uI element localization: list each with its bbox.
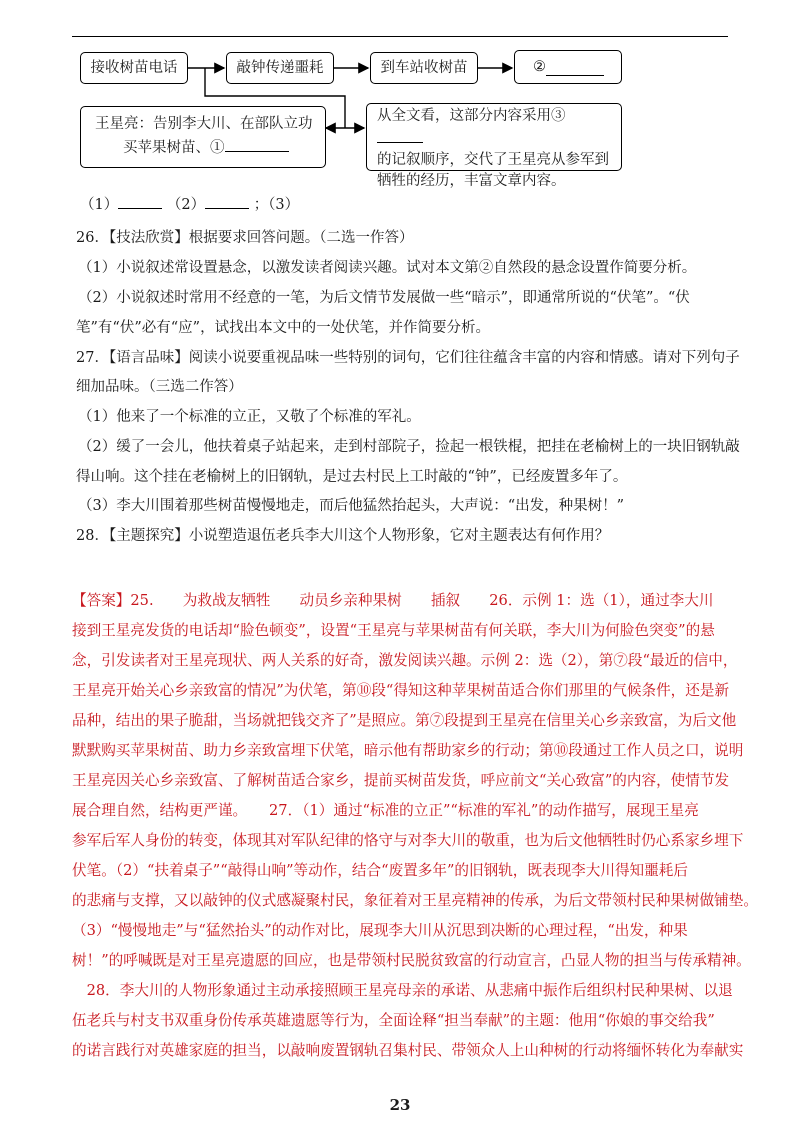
question-27-item-1: （1）他来了一个标准的立正，又敬了个标准的军礼。 bbox=[78, 409, 421, 425]
answer-line: 伏笔。（2）“扶着桌子”“敲得山响”等动作，结合“废置多年”的旧钢轨，既表现李大川得知噩耗后 bbox=[72, 862, 688, 879]
answer-line: 28．李大川的人物形象通过主动承接照顾王星亮母亲的承诺、从悲痛中振作后组织村民种果树、以退 bbox=[72, 982, 733, 999]
answer-line: 的诺言践行对英雄家庭的担当，以敲响废置钢轨召集村民、带领众人上山种树的行动将缅怀转化为奉献实 bbox=[72, 1042, 744, 1059]
question-26-option-1: （1）小说叙述常设置悬念，以激发读者阅读兴趣。试对本文第②自然段的悬念设置作简要分析。 bbox=[78, 260, 697, 276]
flow-box-receive-call: 接收树苗电话 bbox=[80, 52, 188, 84]
question-27-heading-cont: 细加品味。（三选二作答） bbox=[76, 379, 243, 395]
question-27-item-2-cont: 得山响。这个挂在老榆树上的旧钢轨，是过去村民上工时敲的“钟”，已经废置多年了。 bbox=[76, 469, 628, 485]
answer-line: （3）“慢慢地走”与“猛然抬头”的动作对比，展现李大川从沉思到决断的心理过程，“出发，种果 bbox=[72, 922, 688, 939]
flow-box-narrative-order: 从全文看，这部分内容采用③ 的记叙顺序，交代了王星亮从参军到 牺牲的经历，丰富文章内容。 bbox=[366, 103, 622, 171]
blank-2[interactable] bbox=[546, 59, 604, 76]
question-27-item-2: （2）缓了一会儿，他扶着桌子站起来，走到村部院子，捡起一根铁棍，把挂在老榆树上的一块旧钢轨敲 bbox=[78, 439, 740, 455]
answer-blank-1[interactable] bbox=[118, 194, 162, 209]
blank-3[interactable] bbox=[377, 127, 423, 143]
question-27-item-3: （3）李大川围着那些树苗慢慢地走，而后他猛然抬起头，大声说：“出发，种果树！” bbox=[78, 498, 625, 514]
answer-line: 展合理自然，结构更严谨。 27．（1）通过“标准的立正”“标准的军礼”的动作描写，展现王星亮 bbox=[72, 802, 699, 819]
question-27-heading: 27．【语言品味】阅读小说要重视品味一些特别的词句，它们往往蕴含丰富的内容和情感。请对下列句子 bbox=[76, 350, 740, 366]
answer-line: 参军后军人身份的转变，体现其对军队纪律的恪守与对李大川的敬重，也为后文他牺牲时仍心系家乡埋下 bbox=[72, 832, 744, 849]
answer-block bbox=[72, 586, 758, 1066]
answer-blanks-row: （1） （2） ；（3） bbox=[80, 194, 299, 215]
answer-line: 接到王星亮发货的电话却“脸色顿变”，设置“王星亮与苹果树苗有何关联，李大川为何脸色突变”的悬 bbox=[72, 622, 715, 639]
answer-line: 念，引发读者对王星亮现状、两人关系的好奇，激发阅读兴趣。示例 2：选（2），第⑦段“最近的信中， bbox=[72, 652, 738, 669]
question-28: 28．【主题探究】小说塑造退伍老兵李大川这个人物形象，它对主题表达有何作用？ bbox=[76, 528, 610, 544]
answer-blank-2[interactable] bbox=[205, 194, 249, 209]
answer-line: 伍老兵与村支书双重身份传承英雄遗愿等行为，全面诠释“担当奉献”的主题：他用“你娘的事交给我” bbox=[72, 1012, 715, 1029]
blank-1[interactable] bbox=[225, 135, 289, 152]
question-26-option-2: （2）小说叙述时常用不经意的一笔，为后文情节发展做一些“暗示”，即通常所说的“伏笔”。“伏 bbox=[78, 290, 690, 306]
answer-line: 品种，结出的果子脆甜，当场就把钱交齐了”是照应。第⑦段提到王星亮在信里关心乡亲致富，为后文他 bbox=[72, 712, 737, 729]
flow-box-collect-saplings: 到车站收树苗 bbox=[370, 52, 478, 84]
answer-line: 【答案】25. 为救战友牺牲 动员乡亲种果树 插叙 26．示例 1：选（1），通过李大川 bbox=[72, 592, 714, 609]
question-26-heading: 26．【技法欣赏】根据要求回答问题。（二选一作答） bbox=[76, 230, 414, 246]
answer-line: 树！”的呼喊既是对王星亮遗愿的回应，也是带领村民脱贫致富的行动宣言，凸显人物的担当与传承精神。 bbox=[72, 952, 751, 969]
answer-line: 王星亮开始关心乡亲致富的情况”为伏笔，第⑩段“得知这种苹果树苗适合你们那里的气候条件，还是新 bbox=[72, 682, 730, 699]
answer-line: 王星亮因关心乡亲致富、了解树苗适合家乡，提前买树苗发货，呼应前文“关心致富”的内容，使情节发 bbox=[72, 772, 730, 789]
question-26-option-2-cont: 笔”有“伏”必有“应”，试找出本文中的一处伏笔，并作简要分析。 bbox=[76, 320, 491, 336]
answer-line: 默默购买苹果树苗、助力乡亲致富埋下伏笔，暗示他有帮助家乡的行动；第⑩段通过工作人员之口，说明 bbox=[72, 742, 744, 759]
flow-box-blank-2: ② bbox=[514, 50, 622, 84]
page-number: 23 bbox=[389, 1096, 411, 1114]
flow-box-wang-xingliang: 王星亮：告别李大川、在部队立功 买苹果树苗、① bbox=[80, 106, 326, 168]
flow-box-ring-bell: 敲钟传递噩耗 bbox=[226, 52, 334, 84]
answer-line: 的悲痛与支撑，又以敲钟的仪式感凝聚村民，象征着对王星亮精神的传承，为后文带领村民种果树做铺垫。 bbox=[72, 892, 758, 909]
